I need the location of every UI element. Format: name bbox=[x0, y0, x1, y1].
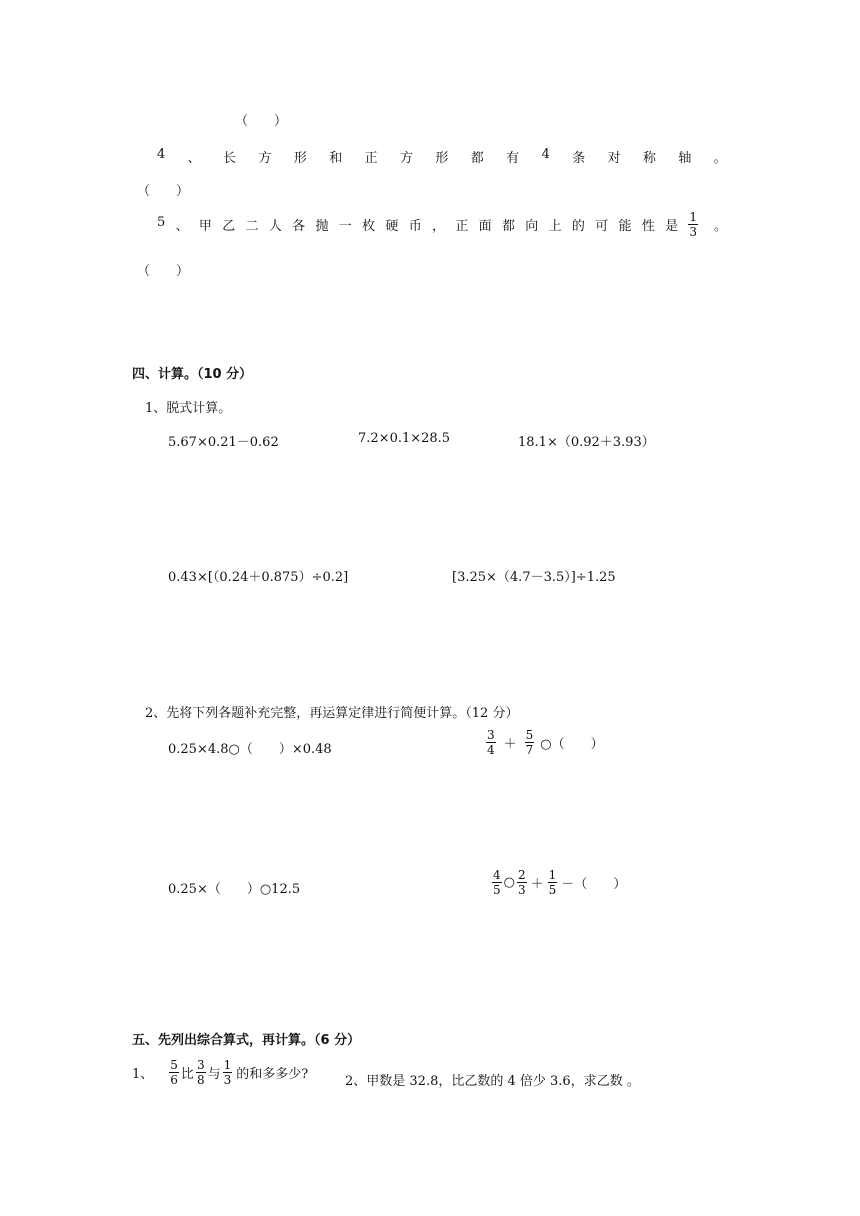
statement-char: 方 bbox=[258, 151, 272, 166]
expression-4: 0.43×[（0.24＋0.875）÷0.2] bbox=[168, 570, 349, 585]
statement-char: 4 bbox=[157, 147, 166, 162]
fraction-5-6: $\frac{5}{6}$ bbox=[170, 1058, 178, 1087]
statement-char: 人 bbox=[268, 219, 282, 234]
statement-char: 和 bbox=[329, 151, 343, 166]
statement-char: 各 bbox=[292, 219, 306, 234]
statement-char: 形 bbox=[435, 151, 449, 166]
plus-sign: ＋ bbox=[503, 737, 517, 752]
word-yu: 与 bbox=[207, 1067, 221, 1082]
fraction-2-3: $\frac{2}{3}$ bbox=[517, 868, 526, 897]
problem-2-3: 0.25×（ ）○12.5 bbox=[168, 882, 301, 897]
statement-char: 上 bbox=[548, 219, 562, 234]
question-tail: 的和多多少? bbox=[236, 1067, 309, 1082]
statement-char: 对 bbox=[607, 151, 621, 166]
blank-operator: ○（ ） bbox=[540, 737, 604, 752]
blank-term: －（ ） bbox=[561, 877, 627, 892]
statement-char: 都 bbox=[470, 151, 484, 166]
fraction-one-third: $\frac{1}{3}$ bbox=[689, 210, 697, 239]
question-number: 1、 bbox=[132, 1067, 154, 1082]
fraction-3-4: $\frac{3}{4}$ bbox=[487, 728, 495, 757]
expression-1: 5.67×0.21－0.62 bbox=[168, 435, 279, 450]
statement-char: 轴 bbox=[678, 151, 692, 166]
section-4-title: 四、计算。（10 分） bbox=[132, 367, 253, 382]
statement-char: 都 bbox=[501, 219, 515, 234]
statement-char: 形 bbox=[293, 151, 307, 166]
statement-char: 面 bbox=[478, 219, 492, 234]
statement-char: 条 bbox=[572, 151, 586, 166]
fraction-1-5: $\frac{1}{5}$ bbox=[548, 868, 557, 897]
statement-char: 币 bbox=[408, 219, 422, 234]
expression-2: 7.2×0.1×28.5 bbox=[358, 431, 451, 446]
fraction-4-5: $\frac{4}{5}$ bbox=[493, 868, 501, 897]
statement-char: 枚 bbox=[362, 219, 376, 234]
statement-char: 、 bbox=[175, 219, 189, 234]
section-5-question-1 bbox=[132, 1058, 308, 1087]
answer-paren-q5: （ ） bbox=[137, 264, 190, 279]
statement-char: 有 bbox=[506, 151, 520, 166]
statement-char: 硬 bbox=[385, 219, 399, 234]
word-bi: 比 bbox=[180, 1067, 194, 1082]
statement-char: 二 bbox=[245, 219, 259, 234]
fraction-3-8: $\frac{3}{8}$ bbox=[196, 1058, 205, 1087]
problem-2-4 bbox=[490, 868, 626, 897]
fraction-1-3: $\frac{1}{3}$ bbox=[223, 1058, 232, 1087]
statement-char: 4 bbox=[541, 147, 550, 162]
problem-2-2 bbox=[484, 728, 604, 757]
statement-char: 正 bbox=[364, 151, 378, 166]
statement-char: 能 bbox=[618, 219, 632, 234]
section-5-title: 五、先列出综合算式，再计算。（6 分） bbox=[132, 1033, 361, 1048]
statement-char: 性 bbox=[641, 219, 655, 234]
answer-paren-q4: （ ） bbox=[137, 184, 190, 199]
question-5-statement bbox=[157, 210, 727, 239]
expression-3: 18.1×（0.92＋3.93） bbox=[518, 435, 655, 450]
period: 。 bbox=[713, 219, 727, 234]
problem-2-1: 0.25×4.8○（ ）×0.48 bbox=[168, 742, 332, 757]
answer-paren-q3: （ ） bbox=[235, 114, 288, 129]
statement-char: 称 bbox=[643, 151, 657, 166]
statement-char: 5 bbox=[157, 215, 166, 230]
subsection-1-title: 1、脱式计算。 bbox=[145, 401, 232, 416]
statement-char: 方 bbox=[400, 151, 414, 166]
subsection-2-title: 2、先将下列各题补充完整，再运算定律进行简便计算。（12 分） bbox=[145, 706, 519, 721]
question-4-statement bbox=[157, 147, 727, 166]
blank-operator-circle: ○ bbox=[503, 875, 515, 890]
statement-char: 向 bbox=[525, 219, 539, 234]
statement-char: ， bbox=[432, 219, 446, 234]
statement-char: 正 bbox=[455, 219, 469, 234]
statement-char: 可 bbox=[595, 219, 609, 234]
statement-char: 的 bbox=[571, 219, 585, 234]
section-5-question-2: 2、甲数是 32.8，比乙数的 4 倍少 3.6，求乙数 。 bbox=[345, 1074, 640, 1089]
fraction-5-7: $\frac{5}{7}$ bbox=[525, 728, 534, 757]
statement-char: 抛 bbox=[315, 219, 329, 234]
statement-char: 甲 bbox=[198, 219, 212, 234]
expression-5: [3.25×（4.7－3.5）]÷1.25 bbox=[452, 570, 616, 585]
statement-char: 乙 bbox=[222, 219, 236, 234]
statement-char: 、 bbox=[187, 151, 201, 166]
statement-char: 。 bbox=[713, 151, 727, 166]
statement-char: 是 bbox=[665, 219, 679, 234]
statement-char: 长 bbox=[223, 151, 237, 166]
statement-char: 一 bbox=[338, 219, 352, 234]
plus-sign: ＋ bbox=[530, 877, 544, 892]
question-5-text bbox=[157, 215, 678, 234]
